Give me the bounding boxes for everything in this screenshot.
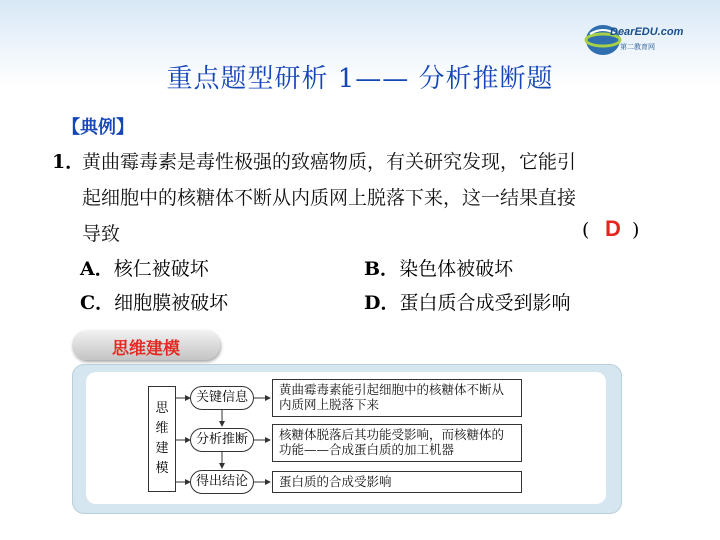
example-label: 【典例】 [62,117,134,138]
answer-paren-open: ( [582,219,590,241]
option-d-letter: D． [364,292,400,314]
option-b-text: 染色体被破坏 [399,258,514,280]
side-char-3: 建 [155,441,169,456]
step-key-info-label: 关键信息 [190,386,254,410]
option-c-letter: C． [80,292,115,314]
question-line-1: 黄曲霉毒素是毒性极强的致癌物质，有关研究发现，它能引 [82,151,577,173]
option-c-text: 细胞膜被破坏 [114,292,229,314]
step-conclusion-label: 得出结论 [190,470,254,494]
option-a-text: 核仁被破坏 [113,258,209,280]
thinking-model-side-box [148,386,176,492]
side-char-1: 思 [155,401,169,416]
answer-letter: D [605,216,621,241]
step-analysis-label: 分析推断 [190,428,254,452]
thinking-tag-label: 思维建模 [112,339,180,359]
step-conclusion-content: 蛋白质的合成受影响 [272,471,522,493]
logo-brand: DearEDU.com [610,26,684,38]
side-char-4: 模 [155,461,169,476]
option-d-text: 蛋白质合成受到影响 [399,292,571,314]
logo-subtitle: 第二教育网 [620,44,655,51]
side-char-2: 维 [155,421,169,436]
page-title: 重点题型研析 1—— 分析推断题 [166,64,554,94]
question-line-2: 起细胞中的核糖体不断从内质网上脱落下来，这一结果直接 [82,187,577,209]
step-analysis-content: 核糖体脱落后其功能受影响，而核糖体的功能——合成蛋白质的加工机器 [272,424,522,462]
question-line-3: 导致 [82,223,121,245]
option-b-letter: B． [364,258,400,280]
step-key-info-content: 黄曲霉毒素能引起细胞中的核糖体不断从内质网上脱落下来 [272,379,522,417]
answer-paren-close: ) [632,219,640,241]
question-number: 1． [52,151,85,173]
option-a-letter: A． [80,258,114,280]
